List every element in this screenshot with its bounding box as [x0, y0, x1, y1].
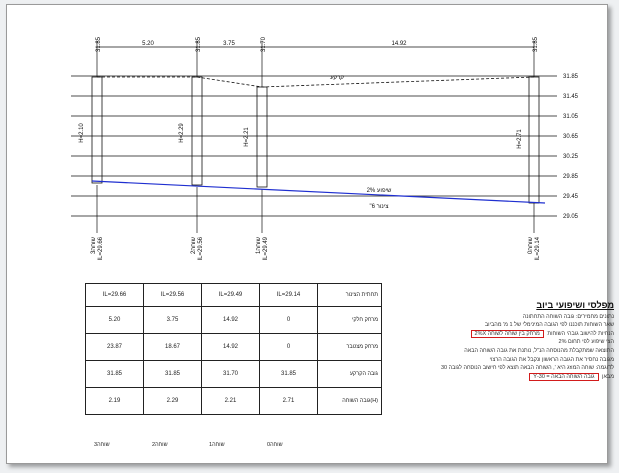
top-level-label: 31.70	[261, 37, 267, 53]
formula-highlight: מרחק בין שוחה לשוחה 2%X	[471, 330, 544, 338]
manhole-2	[192, 77, 202, 185]
manhole-name-label: שוחה3	[91, 237, 97, 255]
row-header: מרחק מצטבר	[318, 334, 382, 361]
row-header: גובה השוחה(H)	[318, 388, 382, 415]
table-cell: 31.85	[86, 361, 144, 388]
elevation-label: 31.85	[563, 74, 579, 80]
depth-label: H=2.71	[517, 129, 523, 149]
table-cell: 0	[260, 334, 318, 361]
row-header: מרחק חלקי	[318, 307, 382, 334]
ground-label: קרקע	[330, 75, 344, 81]
invert-label: IL=29.66	[98, 237, 104, 261]
note-line: שאר השוחות תוכננו לפי הגובה המינימלי של 1 מ' מהביוב	[484, 322, 614, 329]
note-line: נתונים מחמירים: גובה השוחה התחתונה	[522, 313, 614, 320]
table-cell: 2.29	[144, 388, 202, 415]
table-cell: 31.70	[202, 361, 260, 388]
formula-highlight: גובה השוחה הבאה = 30-Y	[529, 373, 598, 381]
top-level-label: 31.85	[196, 37, 202, 53]
table-footer-label: שוחה0	[267, 442, 283, 448]
elevation-label: 29.85	[563, 174, 579, 180]
table-cell: 2.19	[86, 388, 144, 415]
table-cell: IL=29.66	[86, 284, 144, 307]
table-cell: IL=29.56	[144, 284, 202, 307]
table-cell: 2.21	[202, 388, 260, 415]
elevation-label: 30.25	[563, 154, 579, 160]
invert-label: IL=29.49	[263, 237, 269, 261]
drawing-sheet	[6, 4, 614, 464]
slope-label: שיפוע 2%	[366, 188, 392, 194]
ground-line	[97, 77, 534, 87]
note-line: לדוגמה: שוחה המוזג היא ', השוחה הבאה תוצא לפי חישוב הנוסחה לגובה 30	[440, 365, 614, 372]
table-row	[86, 361, 382, 388]
depth-label: H=2.29	[179, 123, 185, 143]
invert-label: IL=29.14	[535, 237, 541, 261]
notes-block	[440, 300, 614, 381]
table-cell: 31.85	[144, 361, 202, 388]
sewer-profile-diagram	[7, 5, 607, 275]
summary-table	[85, 283, 382, 415]
note-line: מגובה נחסיר את הגובה הראשון ונקבל את הגובה הרצוי	[489, 356, 614, 363]
table-row	[86, 334, 382, 361]
invert-label: IL=29.56	[198, 237, 204, 261]
manhole-1	[257, 87, 267, 187]
row-header: תחתית הצינור	[318, 284, 382, 307]
table-footer-label: שוחה3	[94, 442, 110, 448]
table-cell: IL=29.14	[260, 284, 318, 307]
elevation-label: 31.05	[563, 114, 579, 120]
dimension-label: 14.92	[391, 41, 407, 47]
manhole-name-label: שוחה0	[528, 237, 534, 255]
table-row	[86, 388, 382, 415]
depth-label: H=2.10	[79, 123, 85, 143]
table-cell: 18.67	[144, 334, 202, 361]
manhole-name-label: שוחה2	[191, 237, 197, 255]
note-text: מבאן	[602, 373, 614, 380]
depth-label: H=2.21	[244, 127, 250, 147]
table-cell: 5.20	[86, 307, 144, 334]
table-footer-label: שוחה1	[209, 442, 225, 448]
pipe-label: צינור 6"	[369, 204, 389, 210]
table-cell: 31.85	[260, 361, 318, 388]
table-cell: 3.75	[144, 307, 202, 334]
elevation-label: 31.45	[563, 94, 579, 100]
table-cell: 14.92	[202, 334, 260, 361]
note-line	[449, 373, 614, 382]
section-title: מפלסי ושיפועי ביוב	[536, 300, 614, 310]
elevation-label: 29.45	[563, 194, 579, 200]
table-cell: 2.71	[260, 388, 318, 415]
note-line: התוצאה שמתקבלת מהנוסחה הנ"ל, נותנת את גובה השוחה הבאה	[464, 347, 614, 354]
dimension-label: 5.20	[142, 41, 154, 47]
top-level-label: 31.85	[533, 37, 539, 53]
elevation-label: 29.05	[563, 214, 579, 220]
table-cell: IL=29.49	[202, 284, 260, 307]
note-line	[449, 330, 614, 339]
manhole-3	[92, 77, 102, 183]
note-line: הצי שיפוע לפי תחום 2%	[558, 339, 614, 346]
table-footer-label: שוחה2	[152, 442, 168, 448]
note-text: הנחיות להישוב גובהי השוחות	[547, 330, 614, 337]
table-row	[86, 307, 382, 334]
table-row	[86, 284, 382, 307]
top-level-label: 31.85	[96, 37, 102, 53]
elevation-label: 30.65	[563, 134, 579, 140]
table-cell: 0	[260, 307, 318, 334]
row-header: גובה הקרקע	[318, 361, 382, 388]
pipe-line	[92, 181, 545, 203]
table-cell: 14.92	[202, 307, 260, 334]
manhole-name-label: שוחה1	[256, 237, 262, 255]
dimension-label: 3.75	[223, 41, 235, 47]
table-cell: 23.87	[86, 334, 144, 361]
